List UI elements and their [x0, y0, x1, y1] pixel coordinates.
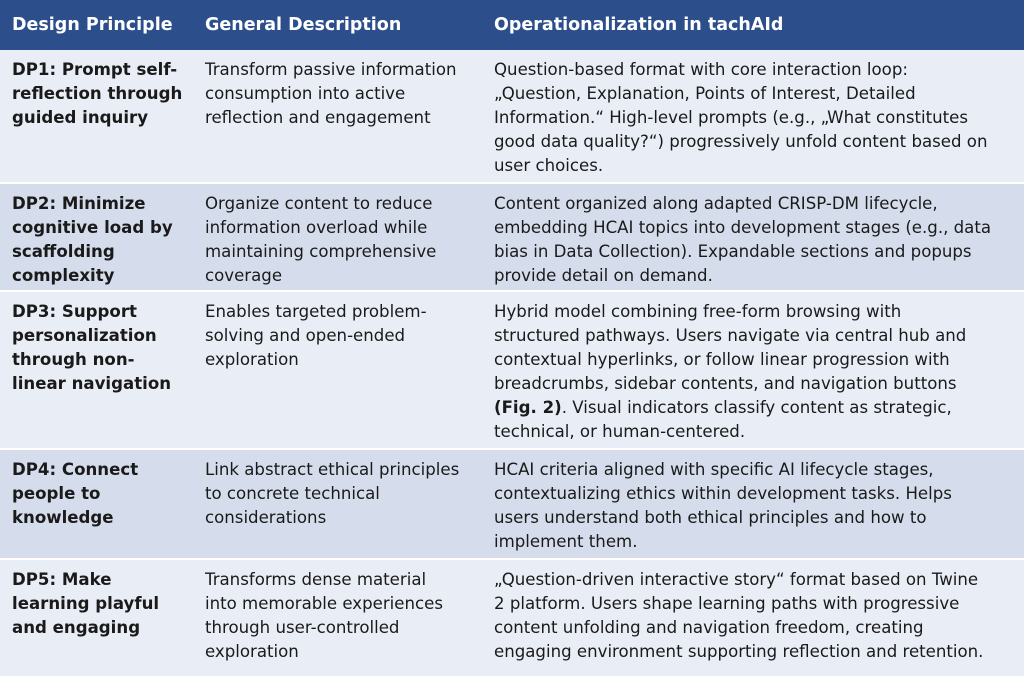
row-3-description-line: Enables targeted problem- [205, 302, 427, 321]
row-2-operationalization [484, 184, 1024, 292]
row-2-description [195, 184, 484, 292]
row-5-principle-line: and engaging [12, 618, 141, 637]
row-4-operationalization-line: HCAI criteria aligned with specific AI lifecycle stages, [494, 460, 934, 479]
row-5-principle-line: DP5: Make [12, 570, 112, 589]
row-2-description-line: maintaining comprehensive [205, 242, 437, 261]
row-1-operationalization-line: user choices. [494, 156, 604, 175]
row-5-operationalization [484, 560, 1024, 676]
row-4-description-line: Link abstract ethical principles [205, 460, 460, 479]
row-2-principle-line: complexity [12, 266, 115, 285]
row-2-description-line: Organize content to reduce [205, 194, 433, 213]
row-1-principle-line: guided inquiry [12, 108, 149, 127]
row-3-operationalization-line: breadcrumbs, sidebar contents, and navigation buttons [494, 374, 957, 393]
row-2-principle-line: DP2: Minimize [12, 194, 146, 213]
row-2-operationalization-line: bias in Data Collection). Expandable sections and popups [494, 242, 972, 261]
row-4-operationalization [484, 450, 1024, 560]
row-3-ref-tail: . Visual indicators classify content as strategic, [561, 398, 952, 417]
figure-reference: (Fig. 2) [494, 398, 562, 417]
row-3-operationalization-line: contextual hyperlinks, or follow linear progression with [494, 350, 950, 369]
row-4-principle [0, 450, 195, 560]
row-2-principle-line: cognitive load by [12, 218, 173, 237]
row-2-principle [0, 184, 195, 292]
row-1-operationalization-line: Information.“ High-level prompts (e.g., „What constitutes [494, 108, 968, 127]
row-5-description-line: Transforms dense material [205, 570, 427, 589]
row-4-principle-line: knowledge [12, 508, 114, 527]
row-5-principle-line: learning playful [12, 594, 160, 613]
header-general-description: General Description [195, 0, 484, 50]
row-3-description-line: solving and open-ended [205, 326, 406, 345]
row-4-description-line: considerations [205, 508, 327, 527]
row-5-description [195, 560, 484, 676]
row-3-principle-line: DP3: Support [12, 302, 137, 321]
row-1-operationalization [484, 50, 1024, 184]
row-1-operationalization-line: „Question, Explanation, Points of Interest, Detailed [494, 84, 916, 103]
header-operationalization: Operationalization in tachAId [484, 0, 1024, 50]
row-5-description-line: through user-controlled [205, 618, 400, 637]
row-1-principle-line: DP1: Prompt self- [12, 60, 178, 79]
row-4-principle-line: DP4: Connect [12, 460, 139, 479]
row-1-principle-line: reflection through [12, 84, 183, 103]
row-2-operationalization-line: Content organized along adapted CRISP-DM lifecycle, [494, 194, 938, 213]
row-2-operationalization-line: embedding HCAI topics into development stages (e.g., data [494, 218, 992, 237]
row-5-description-line: exploration [205, 642, 299, 661]
row-4-operationalization-line: contextualizing ethics within development tasks. Helps [494, 484, 952, 503]
row-1-description-line: reflection and engagement [205, 108, 431, 127]
row-5-operationalization-line: engaging environment supporting reflection and retention. [494, 642, 984, 661]
row-3-operationalization-line: Hybrid model combining free-form browsing with [494, 302, 902, 321]
row-4-operationalization-line: implement them. [494, 532, 638, 551]
row-1-principle [0, 50, 195, 184]
row-2-description-line: information overload while [205, 218, 428, 237]
row-3-principle-line: personalization [12, 326, 157, 345]
row-3-description [195, 292, 484, 450]
row-3-principle-line: linear navigation [12, 374, 172, 393]
row-5-principle [0, 560, 195, 676]
row-4-principle-line: people to [12, 484, 101, 503]
row-1-description [195, 50, 484, 184]
row-5-operationalization-line: „Question-driven interactive story“ format based on Twine [494, 570, 979, 589]
row-5-description-line: into memorable experiences [205, 594, 443, 613]
row-1-operationalization-line: good data quality?“) progressively unfold content based on [494, 132, 988, 151]
row-1-operationalization-line: Question-based format with core interaction loop: [494, 60, 908, 79]
row-3-operationalization-line [494, 396, 1018, 420]
row-1-description-line: consumption into active [205, 84, 406, 103]
row-3-description-line: exploration [205, 350, 299, 369]
row-4-description [195, 450, 484, 560]
row-5-operationalization-line: 2 platform. Users shape learning paths with progressive [494, 594, 960, 613]
row-2-principle-line: scaffolding [12, 242, 115, 261]
row-3-operationalization-line: technical, or human-centered. [494, 422, 746, 441]
row-5-operationalization-line: content unfolding and navigation freedom, creating [494, 618, 924, 637]
row-3-principle [0, 292, 195, 450]
row-2-operationalization-line: provide detail on demand. [494, 266, 713, 285]
row-3-principle-line: through non- [12, 350, 135, 369]
row-3-operationalization-line: structured pathways. Users navigate via central hub and [494, 326, 967, 345]
row-1-description-line: Transform passive information [205, 60, 457, 79]
header-design-principle: Design Principle [0, 0, 195, 50]
row-2-description-line: coverage [205, 266, 283, 285]
row-4-operationalization-line: users understand both ethical principles and how to [494, 508, 927, 527]
row-4-description-line: to concrete technical [205, 484, 380, 503]
row-3-operationalization [484, 292, 1024, 450]
